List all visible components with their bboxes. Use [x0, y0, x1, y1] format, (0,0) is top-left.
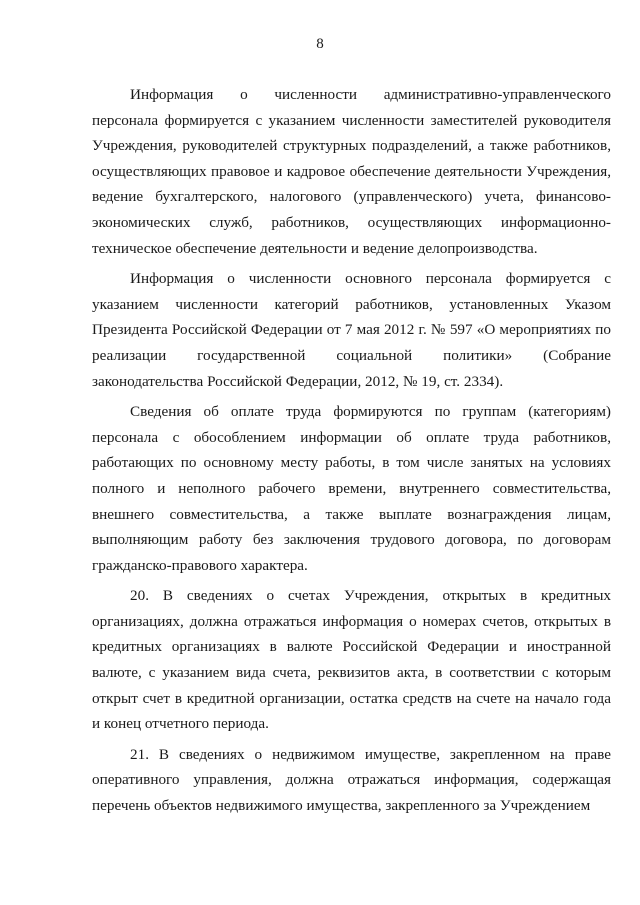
- page-number: 8: [316, 36, 324, 52]
- paragraph-item-20-accounts: 20. В сведениях о счетах Учреждения, открытых в кредитных организациях, должна отражаться информация о номерах счетов, открытых в кредитных организациях в валюте Российской Федерации и иностранной валюте, с указанием вида счета, реквизитов акта, в соответствии с которым открыт счет в кредитной организации, остатка средств на счете на начало года и конец отчетного периода.: [92, 587, 611, 733]
- paragraph-admin-staff: Информация о численности административно-управленческого персонала формируется с указанием численности заместителей руководителя Учреждения, руководителей структурных подразделений, а также работников, осуществляющих правовое и кадровое обеспечение деятельности Учреждения, ведение бухгалтерского, налогового (управленческого) учета, финансово-экономических служб, работников, осуществляющих информационно-техническое обеспечение деятельности и ведение делопроизводства.: [92, 86, 611, 257]
- paragraph-item-21-real-estate: 21. В сведениях о недвижимом имуществе, закрепленном на праве оперативного управления, должна отражаться информация, содержащая перечень объектов недвижимого имущества, закрепленного за Учреждением: [92, 745, 611, 815]
- paragraph-main-staff: Информация о численности основного персонала формируется с указанием численности категорий работников, установленных Указом Президента Российской Федерации от 7 мая 2012 г. № 597 «О мероприятиях по реализации государственной социальной политики» (Собрание законодательства Российской Федерации, 2012, № 19, ст. 2334).: [92, 270, 611, 390]
- paragraph-wage-info: Сведения об оплате труда формируются по группам (категориям) персонала с обособлением информации об оплате труда работников, работающих по основному месту работы, в том числе занятых на условиях полного и неполного рабочего времени, внутреннего совместительства, внешнего совместительства, а также выплате вознаграждения лицам, выполняющим работу без заключения трудового договора, по договорам гражданско-правового характера.: [92, 403, 611, 574]
- document-body: [92, 82, 611, 824]
